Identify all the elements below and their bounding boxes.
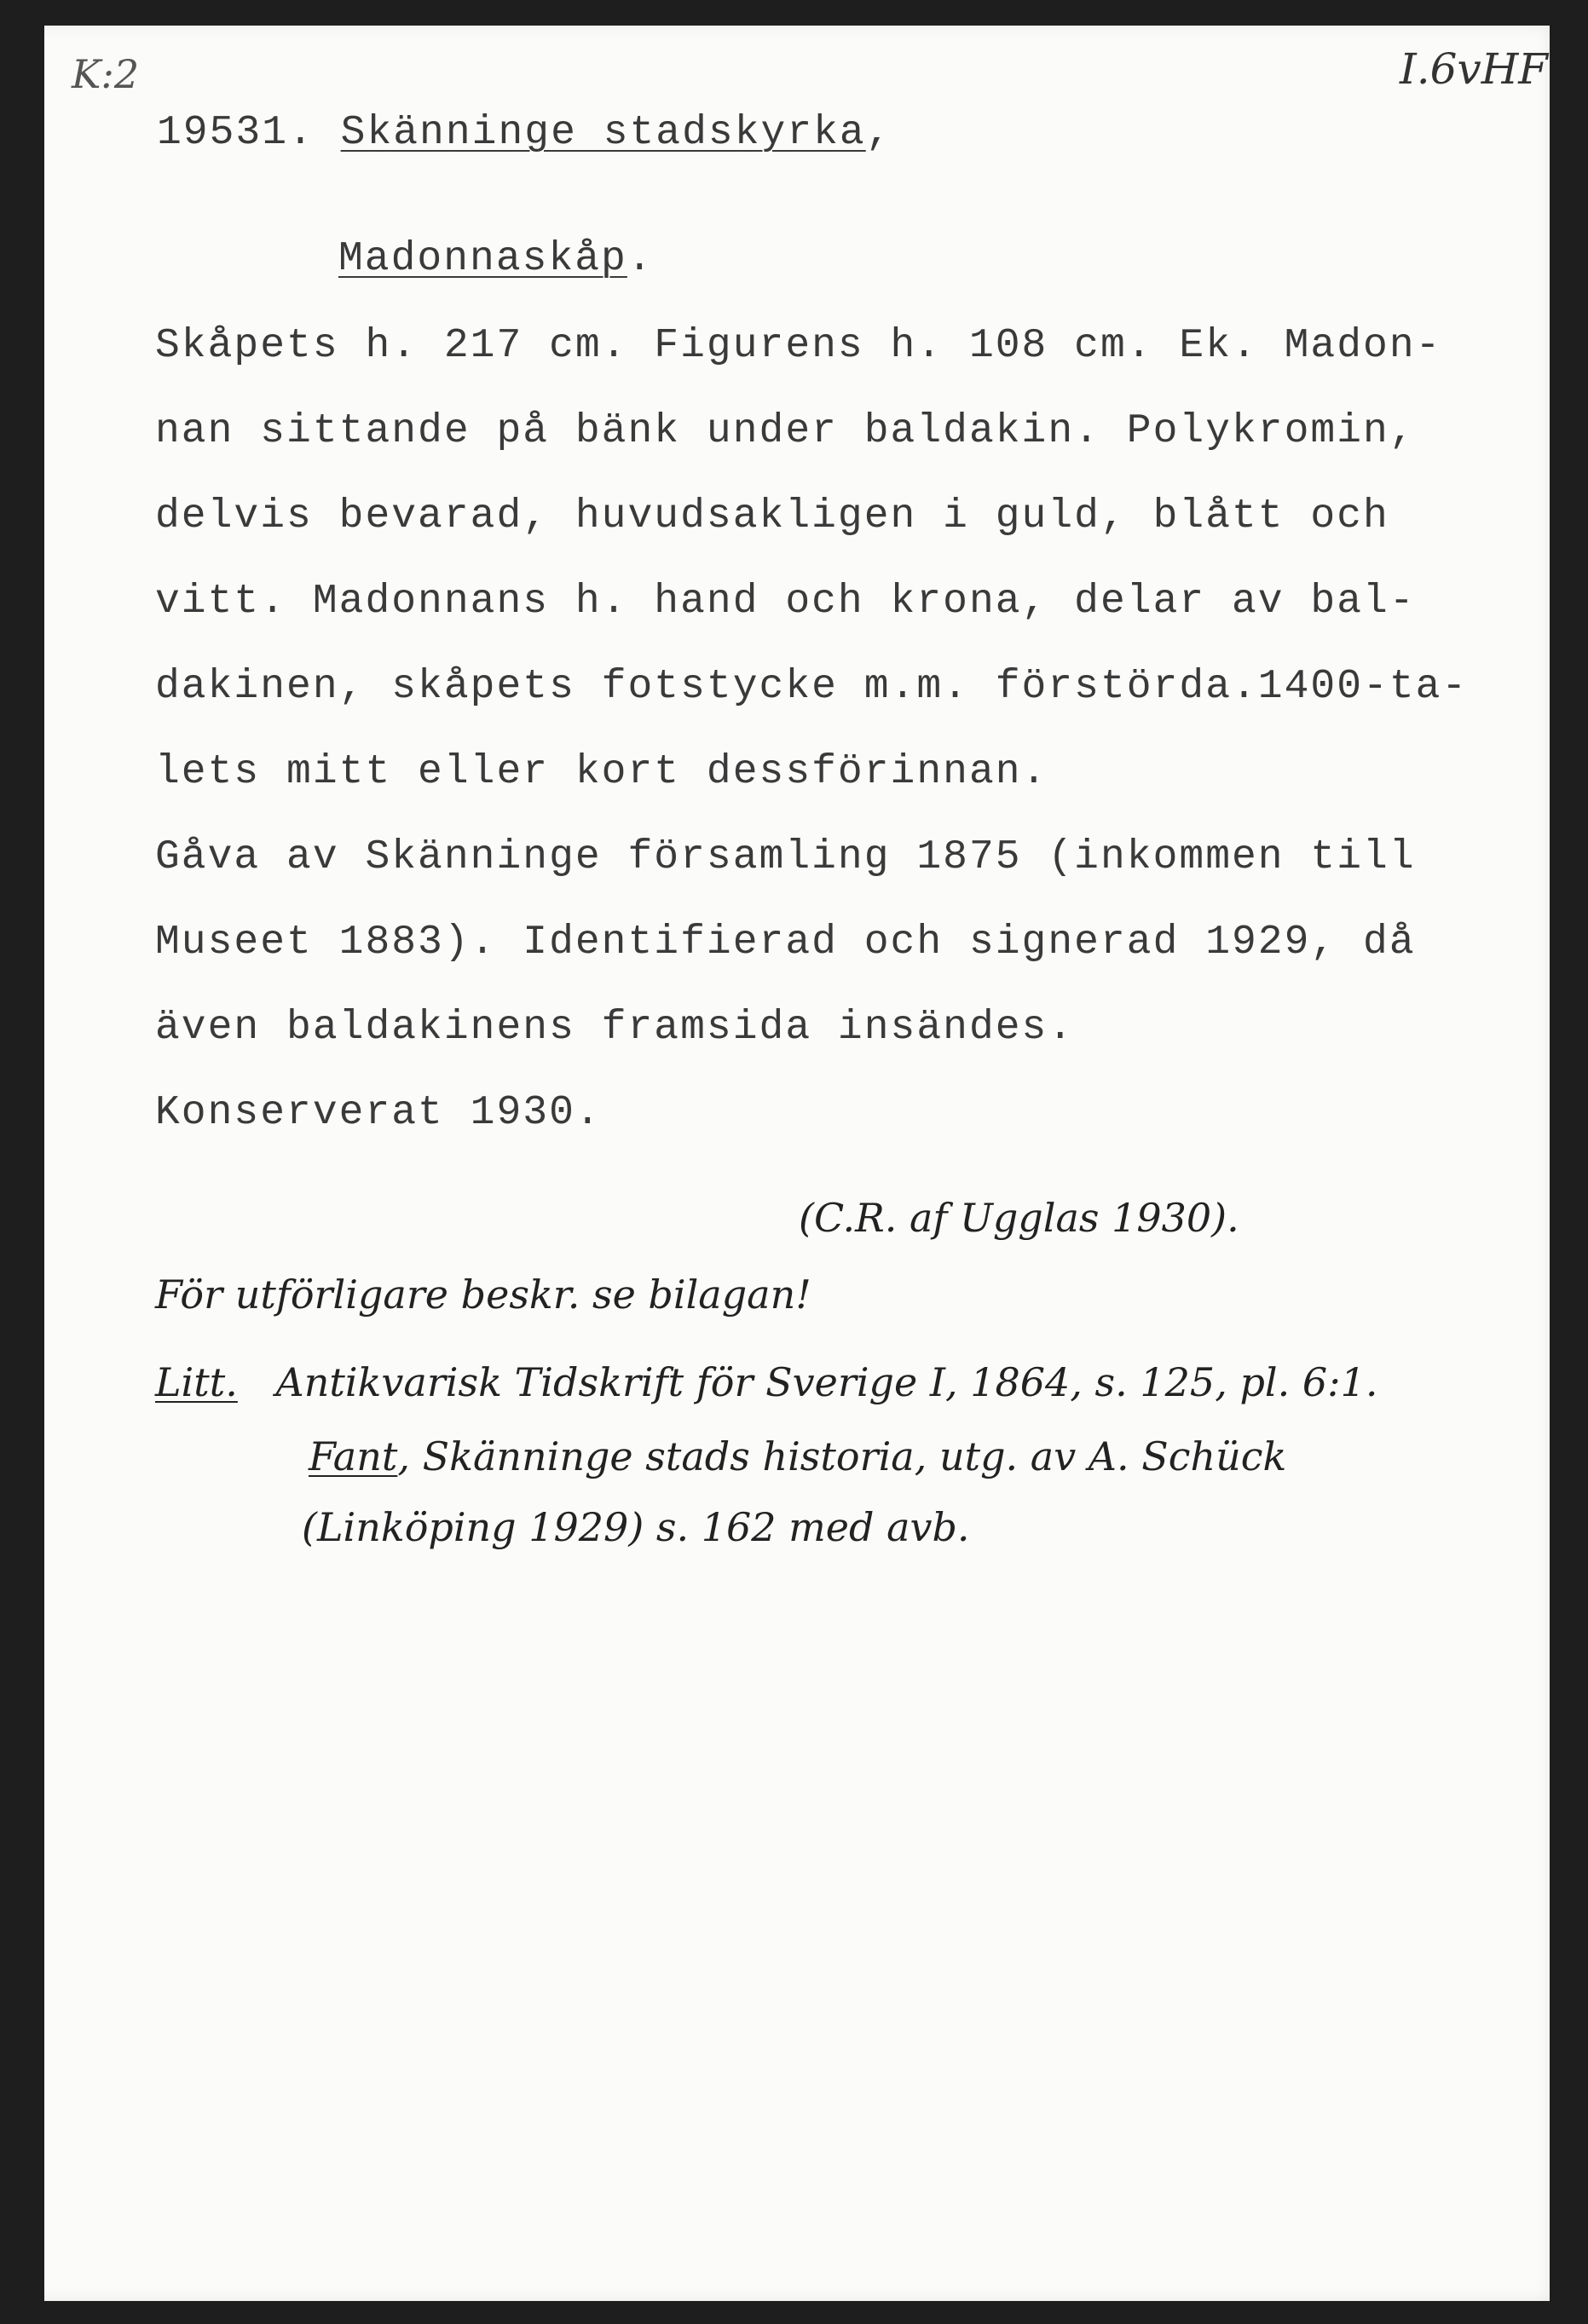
body-line-10: Konserverat 1930. (155, 1090, 602, 1136)
literature-line-3: (Linköping 1929) s. 162 med avb. (302, 1504, 970, 1550)
body-line-8: Museet 1883). Identifierad och signerad 1929, då (155, 920, 1416, 966)
literature-line-1 (155, 1359, 1378, 1405)
body-line-1: Skåpets h. 217 cm. Figurens h. 108 cm. Ek. Madon- (155, 323, 1442, 369)
fant-label: Fant (309, 1433, 398, 1479)
object-title: Madonnaskåp (338, 236, 627, 282)
corner-mark-top-left: K:2 (72, 51, 140, 97)
body-line-5: dakinen, skåpets fotstycke m.m. förstörda.1400-ta- (155, 664, 1469, 710)
literature-line-2 (309, 1433, 1286, 1479)
card-shadow-edge (19, 26, 44, 2301)
heading (157, 110, 892, 156)
litt-reference-2: , Skänninge stads historia, utg. av A. Schück (397, 1433, 1287, 1479)
corner-mark-top-right: I.6vHF (1400, 44, 1548, 94)
handwritten-note: För utförligare beskr. se bilagan! (155, 1272, 811, 1318)
title-suffix: , (865, 110, 892, 156)
body-line-9: även baldakinens framsida insändes. (155, 1005, 1075, 1051)
subtitle-suffix: . (627, 236, 654, 282)
litt-label: Litt. (155, 1359, 238, 1405)
body-line-2: nan sittande på bänk under baldakin. Polykromin, (155, 408, 1416, 454)
body-line-3: delvis bevarad, huvudsakligen i guld, blått och (155, 493, 1389, 539)
body-line-7: Gåva av Skänninge församling 1875 (inkommen till (155, 834, 1416, 880)
body-line-6: lets mitt eller kort dessförinnan. (155, 749, 1048, 795)
litt-reference-1: Antikvarisk Tidskrift för Sverige I, 1864, s. 125, pl. 6:1. (275, 1359, 1378, 1405)
catalog-number: 19531. (157, 110, 315, 156)
subtitle (338, 236, 654, 282)
body-line-4: vitt. Madonnans h. hand och krona, delar av bal- (155, 579, 1416, 625)
author-signature: (C.R. af Ugglas 1930). (799, 1195, 1239, 1241)
church-title: Skänninge stadskyrka (340, 110, 866, 156)
catalog-card (19, 26, 1550, 2301)
